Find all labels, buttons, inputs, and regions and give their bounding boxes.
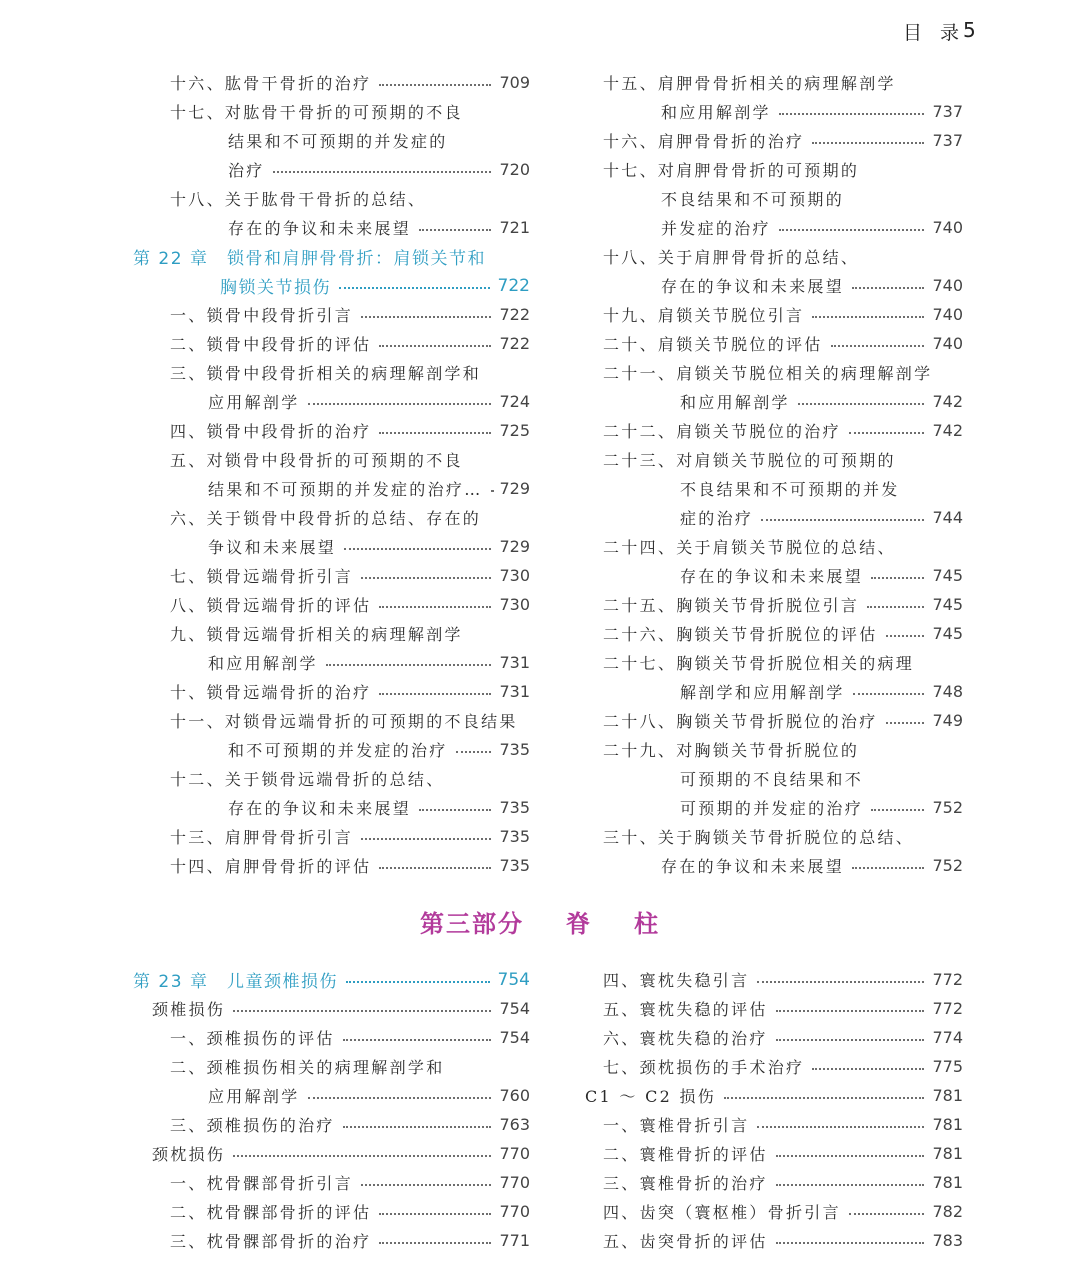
toc-entry[interactable]: [603, 994, 963, 1023]
toc-entry-title: 二十八、胸锁关节骨折脱位的治疗: [603, 712, 878, 731]
toc-entry[interactable]: [170, 677, 530, 706]
dot-leader: [867, 606, 924, 608]
toc-entry-title: 二十四、关于肩锁关节脱位的总结、: [603, 538, 896, 557]
toc-entry[interactable]: [680, 474, 963, 503]
toc-entry-title: 十七、对肩胛骨骨折的可预期的: [603, 161, 860, 180]
toc-entry[interactable]: [170, 97, 530, 126]
toc-entry-title: 二十一、肩锁关节脱位相关的病理解剖学: [603, 364, 933, 383]
toc-entry-title: 十三、肩胛骨骨折引言: [170, 828, 354, 847]
dot-leader: [273, 171, 492, 173]
toc-entry[interactable]: [208, 474, 530, 503]
dot-leader: [419, 229, 491, 231]
toc-page-number: 781: [932, 1144, 963, 1163]
toc-entry-title: 十七、对肱骨干骨折的可预期的不良: [170, 103, 463, 122]
toc-entry[interactable]: [603, 358, 963, 387]
dot-leader: [346, 981, 490, 983]
dot-leader: [456, 751, 492, 753]
toc-entry[interactable]: [170, 1197, 530, 1226]
chapter-heading[interactable]: [220, 271, 530, 300]
chapter-heading[interactable]: [133, 242, 530, 271]
dot-leader: [812, 1068, 924, 1070]
toc-entry-title: 一、锁骨中段骨折引言: [170, 306, 354, 325]
dot-leader: [379, 1213, 491, 1215]
toc-entry[interactable]: [228, 213, 530, 242]
toc-entry-title: 胸锁关节损伤: [220, 278, 331, 298]
toc-entry-title: 三十、关于胸锁关节骨折脱位的总结、: [603, 828, 915, 847]
dot-leader: [871, 577, 924, 579]
toc-page-number: 781: [932, 1115, 963, 1134]
header-page-number: 5: [963, 18, 976, 42]
toc-entry[interactable]: [170, 1110, 530, 1139]
toc-page-number: 737: [932, 131, 963, 150]
dot-leader: [779, 113, 925, 115]
toc-page-number: 771: [499, 1231, 530, 1250]
toc-entry-title: 二十六、胸锁关节骨折脱位的评估: [603, 625, 878, 644]
toc-entry-title: 六、寰枕失稳的治疗: [603, 1029, 768, 1048]
toc-entry-title: 二十二、肩锁关节脱位的治疗: [603, 422, 841, 441]
toc-entry-title: 不良结果和不可预期的: [661, 190, 845, 209]
toc-entry[interactable]: [170, 300, 530, 329]
dot-leader: [757, 1126, 924, 1128]
dot-leader: [379, 84, 491, 86]
toc-page-number: 730: [499, 566, 530, 585]
toc-entry-title: 二十五、胸锁关节骨折脱位引言: [603, 596, 860, 615]
toc-entry[interactable]: [603, 445, 963, 474]
toc-entry-title: 三、寰椎骨折的治疗: [603, 1174, 768, 1193]
toc-page-number: 774: [932, 1028, 963, 1047]
toc-entry-title: 六、关于锁骨中段骨折的总结、存在的: [170, 509, 482, 528]
toc-entry-title: 治疗: [228, 161, 265, 180]
toc-entry[interactable]: [152, 1139, 530, 1168]
toc-page-number: 740: [932, 305, 963, 324]
toc-page-number: 722: [499, 334, 530, 353]
toc-entry-title: 十八、关于肩胛骨骨折的总结、: [603, 248, 860, 267]
toc-entry-title: 四、齿突（寰枢椎）骨折引言: [603, 1203, 841, 1222]
toc-entry-title: 不良结果和不可预期的并发: [680, 480, 900, 499]
toc-page-number: 770: [499, 1202, 530, 1221]
toc-entry-title: 存在的争议和未来展望: [228, 219, 412, 238]
toc-entry-title: 三、枕骨髁部骨折的治疗: [170, 1232, 372, 1251]
toc-entry[interactable]: [680, 561, 963, 590]
toc-entry[interactable]: [170, 184, 530, 213]
toc-entry-title: 可预期的并发症的治疗: [680, 799, 864, 818]
toc-entry-title: 应用解剖学: [208, 393, 300, 412]
dot-leader: [379, 606, 491, 608]
toc-page-number: 745: [932, 624, 963, 643]
dot-leader: [886, 635, 925, 637]
toc-entry[interactable]: [680, 503, 963, 532]
toc-entry[interactable]: [208, 648, 530, 677]
toc-entry-title: 二、枕骨髁部骨折的评估: [170, 1203, 372, 1222]
dot-leader: [379, 867, 491, 869]
toc-entry[interactable]: [661, 271, 963, 300]
toc-entry-title: 结果和不可预期的并发症的治疗…: [208, 480, 483, 499]
toc-entry[interactable]: [208, 532, 530, 561]
toc-entry-title: 解剖学和应用解剖学: [680, 683, 845, 702]
toc-page-number: 724: [499, 392, 530, 411]
toc-entry[interactable]: [603, 590, 963, 619]
dot-leader: [852, 867, 924, 869]
toc-entry[interactable]: [603, 155, 963, 184]
dot-leader: [812, 316, 924, 318]
dot-leader: [852, 287, 924, 289]
toc-entry-title: 四、寰枕失稳引言: [603, 971, 750, 990]
toc-page-number: 745: [932, 566, 963, 585]
toc-entry[interactable]: [603, 68, 963, 97]
toc-page-number: 782: [932, 1202, 963, 1221]
dot-leader: [849, 432, 925, 434]
toc-entry-title: 结果和不可预期的并发症的: [228, 132, 448, 151]
header-section-title: 目 录: [902, 22, 965, 44]
toc-page-number: 722: [497, 275, 530, 296]
toc-entry[interactable]: [228, 126, 530, 155]
toc-entry[interactable]: [585, 1081, 963, 1110]
dot-leader: [853, 693, 925, 695]
toc-page-number: 729: [499, 479, 530, 498]
dot-leader: [361, 1184, 491, 1186]
toc-entry-title: 第 23 章 儿童颈椎损伤: [133, 972, 338, 992]
toc-page-number: 748: [932, 682, 963, 701]
dot-leader: [361, 838, 491, 840]
toc-entry[interactable]: [170, 445, 530, 474]
toc-page-number: 735: [499, 856, 530, 875]
dot-leader: [379, 1242, 491, 1244]
toc-entry-title: 二十九、对胸锁关节骨折脱位的: [603, 741, 860, 760]
toc-entry-title: 并发症的治疗: [661, 219, 771, 238]
toc-entry-title: 二十七、胸锁关节骨折脱位相关的病理: [603, 654, 915, 673]
toc-entry[interactable]: [170, 851, 530, 880]
toc-page-number: 744: [932, 508, 963, 527]
dot-leader: [776, 1184, 925, 1186]
toc-entry-title: 一、寰椎骨折引言: [603, 1116, 750, 1135]
toc-entry-title: 颈椎损伤: [152, 1000, 226, 1019]
toc-entry-title: 二、颈椎损伤相关的病理解剖学和: [170, 1058, 445, 1077]
toc-entry-title: 十四、肩胛骨骨折的评估: [170, 857, 372, 876]
toc-entry[interactable]: [228, 793, 530, 822]
toc-entry[interactable]: [661, 184, 963, 213]
toc-page-number: 740: [932, 218, 963, 237]
toc-page-number: 721: [499, 218, 530, 237]
dot-leader: [326, 664, 492, 666]
toc-entry[interactable]: [170, 1226, 530, 1255]
toc-page-number: 745: [932, 595, 963, 614]
toc-entry[interactable]: [228, 735, 530, 764]
toc-page-number: 722: [499, 305, 530, 324]
toc-page-number: 720: [499, 160, 530, 179]
toc-page-number: 754: [497, 969, 530, 990]
toc-page-number: 752: [932, 856, 963, 875]
toc-entry[interactable]: [603, 735, 963, 764]
toc-entry-title: 十五、肩胛骨骨折相关的病理解剖学: [603, 74, 896, 93]
toc-entry[interactable]: [680, 764, 963, 793]
toc-entry-title: 五、对锁骨中段骨折的可预期的不良: [170, 451, 463, 470]
toc-entry-title: 一、枕骨髁部骨折引言: [170, 1174, 354, 1193]
dot-leader: [343, 1126, 492, 1128]
toc-page-number: 781: [932, 1173, 963, 1192]
toc-entry-title: 三、锁骨中段骨折相关的病理解剖学和: [170, 364, 482, 383]
dot-leader: [831, 345, 925, 347]
toc-entry[interactable]: [603, 706, 963, 735]
toc-entry-title: 七、锁骨远端骨折引言: [170, 567, 354, 586]
toc-entry-title: 十、锁骨远端骨折的治疗: [170, 683, 372, 702]
toc-entry[interactable]: [208, 1081, 530, 1110]
toc-entry[interactable]: [170, 503, 530, 532]
toc-entry-title: 十六、肱骨干骨折的治疗: [170, 74, 372, 93]
toc-entry[interactable]: [170, 706, 530, 735]
toc-entry-title: 存在的争议和未来展望: [228, 799, 412, 818]
toc-entry[interactable]: [170, 590, 530, 619]
toc-entry-title: 一、颈椎损伤的评估: [170, 1029, 335, 1048]
dot-leader: [776, 1039, 925, 1041]
toc-entry[interactable]: [603, 619, 963, 648]
toc-page-number: 770: [499, 1144, 530, 1163]
toc-entry-title: 十九、肩锁关节脱位引言: [603, 306, 805, 325]
toc-entry[interactable]: [170, 1023, 530, 1052]
toc-entry[interactable]: [603, 416, 963, 445]
dot-leader: [379, 693, 491, 695]
dot-leader: [339, 287, 490, 289]
toc-entry[interactable]: [603, 1226, 963, 1255]
toc-entry-title: 八、锁骨远端骨折的评估: [170, 596, 372, 615]
dot-leader: [379, 345, 491, 347]
running-header: [903, 18, 965, 45]
toc-entry[interactable]: [170, 619, 530, 648]
toc-page-number: 783: [932, 1231, 963, 1250]
toc-page-number: 760: [499, 1086, 530, 1105]
toc-entry-title: 二、寰椎骨折的评估: [603, 1145, 768, 1164]
dot-leader: [886, 722, 925, 724]
chapter-heading[interactable]: [133, 965, 530, 994]
toc-page-number: 752: [932, 798, 963, 817]
toc-page-number: 781: [932, 1086, 963, 1105]
toc-entry[interactable]: [603, 1197, 963, 1226]
toc-entry[interactable]: [603, 329, 963, 358]
toc-entry-title: 争议和未来展望: [208, 538, 337, 557]
toc-entry-title: 二十三、对肩锁关节脱位的可预期的: [603, 451, 896, 470]
toc-entry[interactable]: [152, 994, 530, 1023]
toc-entry[interactable]: [661, 97, 963, 126]
dot-leader: [308, 403, 492, 405]
toc-entry[interactable]: [603, 300, 963, 329]
dot-leader: [343, 1039, 492, 1041]
dot-leader: [361, 577, 491, 579]
toc-page-number: 735: [499, 740, 530, 759]
dot-leader: [233, 1155, 491, 1157]
toc-page-number: 754: [499, 999, 530, 1018]
toc-entry-title: 十一、对锁骨远端骨折的可预期的不良结果: [170, 712, 518, 731]
toc-entry[interactable]: [208, 387, 530, 416]
toc-entry[interactable]: [170, 1168, 530, 1197]
toc-page-number: 742: [932, 421, 963, 440]
dot-leader: [761, 519, 924, 521]
toc-page-number: 735: [499, 798, 530, 817]
dot-leader: [779, 229, 925, 231]
toc-entry[interactable]: [661, 213, 963, 242]
toc-entry-title: 和不可预期的并发症的治疗: [228, 741, 448, 760]
toc-entry-title: 颈枕损伤: [152, 1145, 226, 1164]
toc-page-number: 770: [499, 1173, 530, 1192]
toc-entry[interactable]: [170, 416, 530, 445]
toc-page-number: 742: [932, 392, 963, 411]
toc-entry-title: 二十、肩锁关节脱位的评估: [603, 335, 823, 354]
toc-entry[interactable]: [661, 851, 963, 880]
toc-page-number: 763: [499, 1115, 530, 1134]
part-title-word-1: 脊: [566, 909, 592, 938]
toc-page-number: 740: [932, 334, 963, 353]
toc-entry[interactable]: [170, 329, 530, 358]
toc-page-number: 772: [932, 970, 963, 989]
dot-leader: [776, 1155, 925, 1157]
dot-leader: [798, 403, 925, 405]
toc-page-number: 737: [932, 102, 963, 121]
toc-entry-title: 可预期的不良结果和不: [680, 770, 864, 789]
dot-leader: [361, 316, 491, 318]
part-title: [0, 904, 1080, 939]
toc-entry-title: 和应用解剖学: [661, 103, 771, 122]
toc-page-number: 731: [499, 653, 530, 672]
toc-entry[interactable]: [228, 155, 530, 184]
toc-page-number: 740: [932, 276, 963, 295]
toc-entry-title: 五、齿突骨折的评估: [603, 1232, 768, 1251]
toc-entry[interactable]: [603, 532, 963, 561]
toc-entry-title: 存在的争议和未来展望: [661, 857, 845, 876]
toc-page-number: 749: [932, 711, 963, 730]
dot-leader: [491, 490, 492, 492]
toc-page-number: 775: [932, 1057, 963, 1076]
toc-entry[interactable]: [603, 1110, 963, 1139]
toc-entry[interactable]: [170, 358, 530, 387]
part-title-prefix: 第三部分: [420, 909, 524, 938]
toc-entry[interactable]: [603, 242, 963, 271]
toc-page-number: 725: [499, 421, 530, 440]
toc-entry[interactable]: [603, 1168, 963, 1197]
toc-entry[interactable]: [603, 1023, 963, 1052]
dot-leader: [871, 809, 924, 811]
toc-entry-title: 和应用解剖学: [208, 654, 318, 673]
toc-entry-title: 十六、肩胛骨骨折的治疗: [603, 132, 805, 151]
part-title-word-2: 柱: [634, 909, 660, 938]
dot-leader: [849, 1213, 925, 1215]
toc-entry-title: 十八、关于肱骨干骨折的总结、: [170, 190, 427, 209]
toc-entry-title: 二、锁骨中段骨折的评估: [170, 335, 372, 354]
toc-entry-title: 应用解剖学: [208, 1087, 300, 1106]
toc-entry-title: 存在的争议和未来展望: [680, 567, 864, 586]
toc-entry-title: 四、锁骨中段骨折的治疗: [170, 422, 372, 441]
toc-entry[interactable]: [170, 561, 530, 590]
dot-leader: [812, 142, 924, 144]
toc-entry-title: 五、寰枕失稳的评估: [603, 1000, 768, 1019]
toc-page-number: 735: [499, 827, 530, 846]
toc-entry-title: 十二、关于锁骨远端骨折的总结、: [170, 770, 445, 789]
toc-entry[interactable]: [603, 965, 963, 994]
toc-page-number: 709: [499, 73, 530, 92]
toc-entry[interactable]: [680, 677, 963, 706]
toc-entry[interactable]: [603, 126, 963, 155]
dot-leader: [344, 548, 491, 550]
dot-leader: [776, 1242, 925, 1244]
toc-entry[interactable]: [170, 68, 530, 97]
toc-page-number: 754: [499, 1028, 530, 1047]
toc-entry[interactable]: [603, 648, 963, 677]
toc-entry-title: C1 ～ C2 损伤: [585, 1087, 717, 1106]
toc-page-number: 729: [499, 537, 530, 556]
toc-page-number: 730: [499, 595, 530, 614]
toc-entry[interactable]: [603, 1139, 963, 1168]
toc-entry[interactable]: [680, 387, 963, 416]
toc-entry[interactable]: [170, 822, 530, 851]
toc-entry-title: 七、颈枕损伤的手术治疗: [603, 1058, 805, 1077]
dot-leader: [379, 432, 491, 434]
toc-entry[interactable]: [603, 822, 963, 851]
dot-leader: [419, 809, 491, 811]
toc-entry[interactable]: [170, 1052, 530, 1081]
toc-entry-title: 和应用解剖学: [680, 393, 790, 412]
toc-entry-title: 存在的争议和未来展望: [661, 277, 845, 296]
toc-entry-title: 第 22 章 锁骨和肩胛骨骨折：肩锁关节和: [133, 249, 486, 269]
dot-leader: [308, 1097, 492, 1099]
toc-entry-title: 症的治疗: [680, 509, 754, 528]
dot-leader: [757, 981, 924, 983]
toc-page-number: 772: [932, 999, 963, 1018]
dot-leader: [724, 1097, 924, 1099]
toc-entry-title: 三、颈椎损伤的治疗: [170, 1116, 335, 1135]
toc-entry-title: 九、锁骨远端骨折相关的病理解剖学: [170, 625, 463, 644]
toc-page-number: 731: [499, 682, 530, 701]
toc-entry[interactable]: [170, 764, 530, 793]
toc-entry[interactable]: [680, 793, 963, 822]
toc-entry[interactable]: [603, 1052, 963, 1081]
dot-leader: [776, 1010, 925, 1012]
dot-leader: [233, 1010, 491, 1012]
